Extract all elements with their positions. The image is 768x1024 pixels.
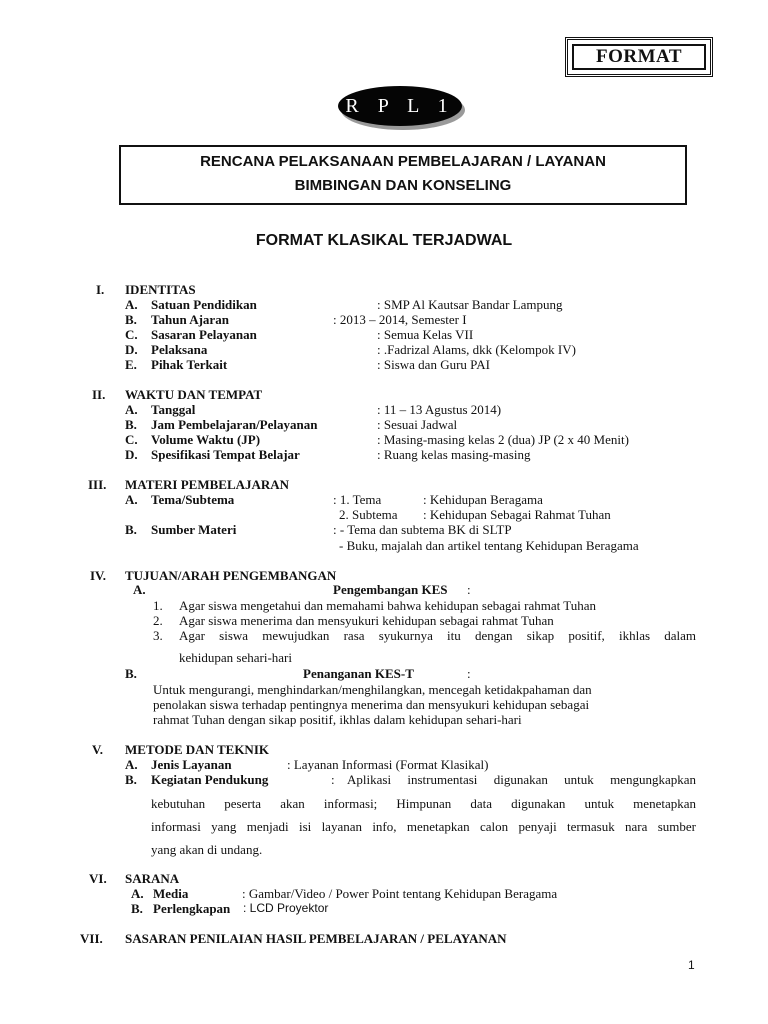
item-letter: D. <box>125 342 138 357</box>
item-letter: B. <box>125 417 137 432</box>
paragraph-line: yang akan di undang. <box>151 842 263 857</box>
item-label: Jam Pembelajaran/Pelayanan <box>151 417 318 432</box>
page-number: 1 <box>688 958 695 972</box>
rpl-badge: R P L 1 <box>338 86 462 126</box>
item-value: : Masing-masing kelas 2 (dua) JP (2 x 40 Menit) <box>377 432 629 447</box>
item-letter: C. <box>125 432 138 447</box>
item-label: Media <box>153 886 189 901</box>
section-title: METODE DAN TEKNIK <box>125 742 269 757</box>
item-colon: : <box>467 582 471 597</box>
item-label: Tahun Ajaran <box>151 312 229 327</box>
section-number: II. <box>92 387 106 402</box>
section-number: IV. <box>90 568 107 583</box>
list-item-number: 1. <box>153 598 163 613</box>
item-label: Volume Waktu (JP) <box>151 432 261 447</box>
item-letter: D. <box>125 447 138 462</box>
item-label: Pihak Terkait <box>151 357 228 372</box>
section-title: MATERI PEMBELAJARAN <box>125 477 290 492</box>
section-title: SASARAN PENILAIAN HASIL PEMBELAJARAN / PELAYANAN <box>125 931 507 946</box>
item-letter: C. <box>125 327 138 342</box>
item-label: Sumber Materi <box>151 522 237 537</box>
item-label: Penanganan KES-T <box>303 666 414 681</box>
section-number: VII. <box>80 931 103 946</box>
item-label: Kegiatan Pendukung <box>151 772 269 787</box>
item-value-continued: - Buku, majalah dan artikel tentang Kehidupan Beragama <box>339 538 639 553</box>
item-letter: A. <box>125 492 138 507</box>
item-value: : - Tema dan subtema BK di SLTP <box>333 522 512 537</box>
section-title: SARANA <box>125 871 180 886</box>
item-letter: A. <box>133 582 146 597</box>
format-label-box <box>565 37 713 77</box>
item-colon: : <box>331 772 335 787</box>
item-label: Perlengkapan <box>153 901 231 916</box>
item-value: : Sesuai Jadwal <box>377 417 458 432</box>
item-value: : Gambar/Video / Power Point tentang Kehidupan Beragama <box>242 886 558 901</box>
subtema-label: 2. Subtema <box>339 507 398 522</box>
list-item-number: 2. <box>153 613 163 628</box>
list-item-continued: kehidupan sehari-hari <box>179 650 292 665</box>
item-value: : SMP Al Kautsar Bandar Lampung <box>377 297 563 312</box>
tema-value: : Kehidupan Beragama <box>423 492 543 507</box>
item-value: : 11 – 13 Agustus 2014) <box>377 402 502 417</box>
list-item: Agar siswa mewujudkan rasa syukurnya itu dengan sikap positif, ikhlas dalam <box>179 628 696 643</box>
item-colon: : <box>467 666 471 681</box>
item-letter: A. <box>131 886 144 901</box>
item-value: : Layanan Informasi (Format Klasikal) <box>287 757 489 772</box>
paragraph-line: Untuk mengurangi, menghindarkan/menghilangkan, mencegah ketidakpahaman dan <box>153 682 592 697</box>
item-letter: A. <box>125 297 138 312</box>
item-letter: A. <box>125 402 138 417</box>
item-value: : Siswa dan Guru PAI <box>377 357 490 372</box>
paragraph-line: Aplikasi instrumentasi digunakan untuk mengungkapkan <box>347 772 696 787</box>
subtema-value: : Kehidupan Sebagai Rahmat Tuhan <box>423 507 611 522</box>
format-label: FORMAT <box>572 44 706 70</box>
item-letter: B. <box>125 666 137 681</box>
section-number: I. <box>96 282 105 297</box>
item-label: Pengembangan KES <box>333 582 448 597</box>
section-title: WAKTU DAN TEMPAT <box>125 387 263 402</box>
item-letter: B. <box>125 522 137 537</box>
tema-label: : 1. Tema <box>333 492 382 507</box>
item-value: : Ruang kelas masing-masing <box>377 447 531 462</box>
paragraph-line: rahmat Tuhan dengan sikap positif, ikhlas dalam kehidupan sehari-hari <box>153 712 522 727</box>
document-title-line-1: RENCANA PELAKSANAAN PEMBELAJARAN / LAYANAN <box>200 153 606 170</box>
section-number: VI. <box>89 871 107 886</box>
item-letter: B. <box>131 901 143 916</box>
item-label: Jenis Layanan <box>151 757 232 772</box>
item-value: : Semua Kelas VII <box>377 327 474 342</box>
item-letter: A. <box>125 757 138 772</box>
item-letter: B. <box>125 312 137 327</box>
document-title-line-2: BIMBINGAN DAN KONSELING <box>294 177 512 194</box>
section-title: IDENTITAS <box>125 282 196 297</box>
item-label: Tema/Subtema <box>151 492 235 507</box>
item-label: Pelaksana <box>151 342 208 357</box>
document-title-box <box>119 145 687 205</box>
document-subtitle: FORMAT KLASIKAL TERJADWAL <box>255 232 513 249</box>
paragraph-line: penolakan siswa terhadap pentingnya menerima dan mensyukuri kehidupan sebagai <box>153 697 590 712</box>
item-letter: E. <box>125 357 137 372</box>
list-item: Agar siswa mengetahui dan memahami bahwa kehidupan sebagai rahmat Tuhan <box>179 598 596 613</box>
section-number: III. <box>88 477 107 492</box>
list-item-number: 3. <box>153 628 163 643</box>
list-item: Agar siswa menerima dan mensyukuri kehidupan sebagai rahmat Tuhan <box>179 613 554 628</box>
item-label: Spesifikasi Tempat Belajar <box>151 447 300 462</box>
item-value: : .Fadrizal Alams, dkk (Kelompok IV) <box>377 342 576 357</box>
section-title: TUJUAN/ARAH PENGEMBANGAN <box>125 568 337 583</box>
section-number: V. <box>92 742 103 757</box>
item-label: Satuan Pendidikan <box>151 297 257 312</box>
paragraph-line: kebutuhan peserta akan informasi; Himpunan data digunakan untuk menetapkan <box>151 796 696 811</box>
item-value: : LCD Proyektor <box>243 901 329 915</box>
paragraph-line: informasi yang menjadi isi layanan info, menetapkan calon penyaji termasuk nara sumber <box>151 819 696 834</box>
item-value: : 2013 – 2014, Semester I <box>333 312 467 327</box>
item-letter: B. <box>125 772 137 787</box>
item-label: Sasaran Pelayanan <box>151 327 257 342</box>
item-label: Tanggal <box>151 402 196 417</box>
